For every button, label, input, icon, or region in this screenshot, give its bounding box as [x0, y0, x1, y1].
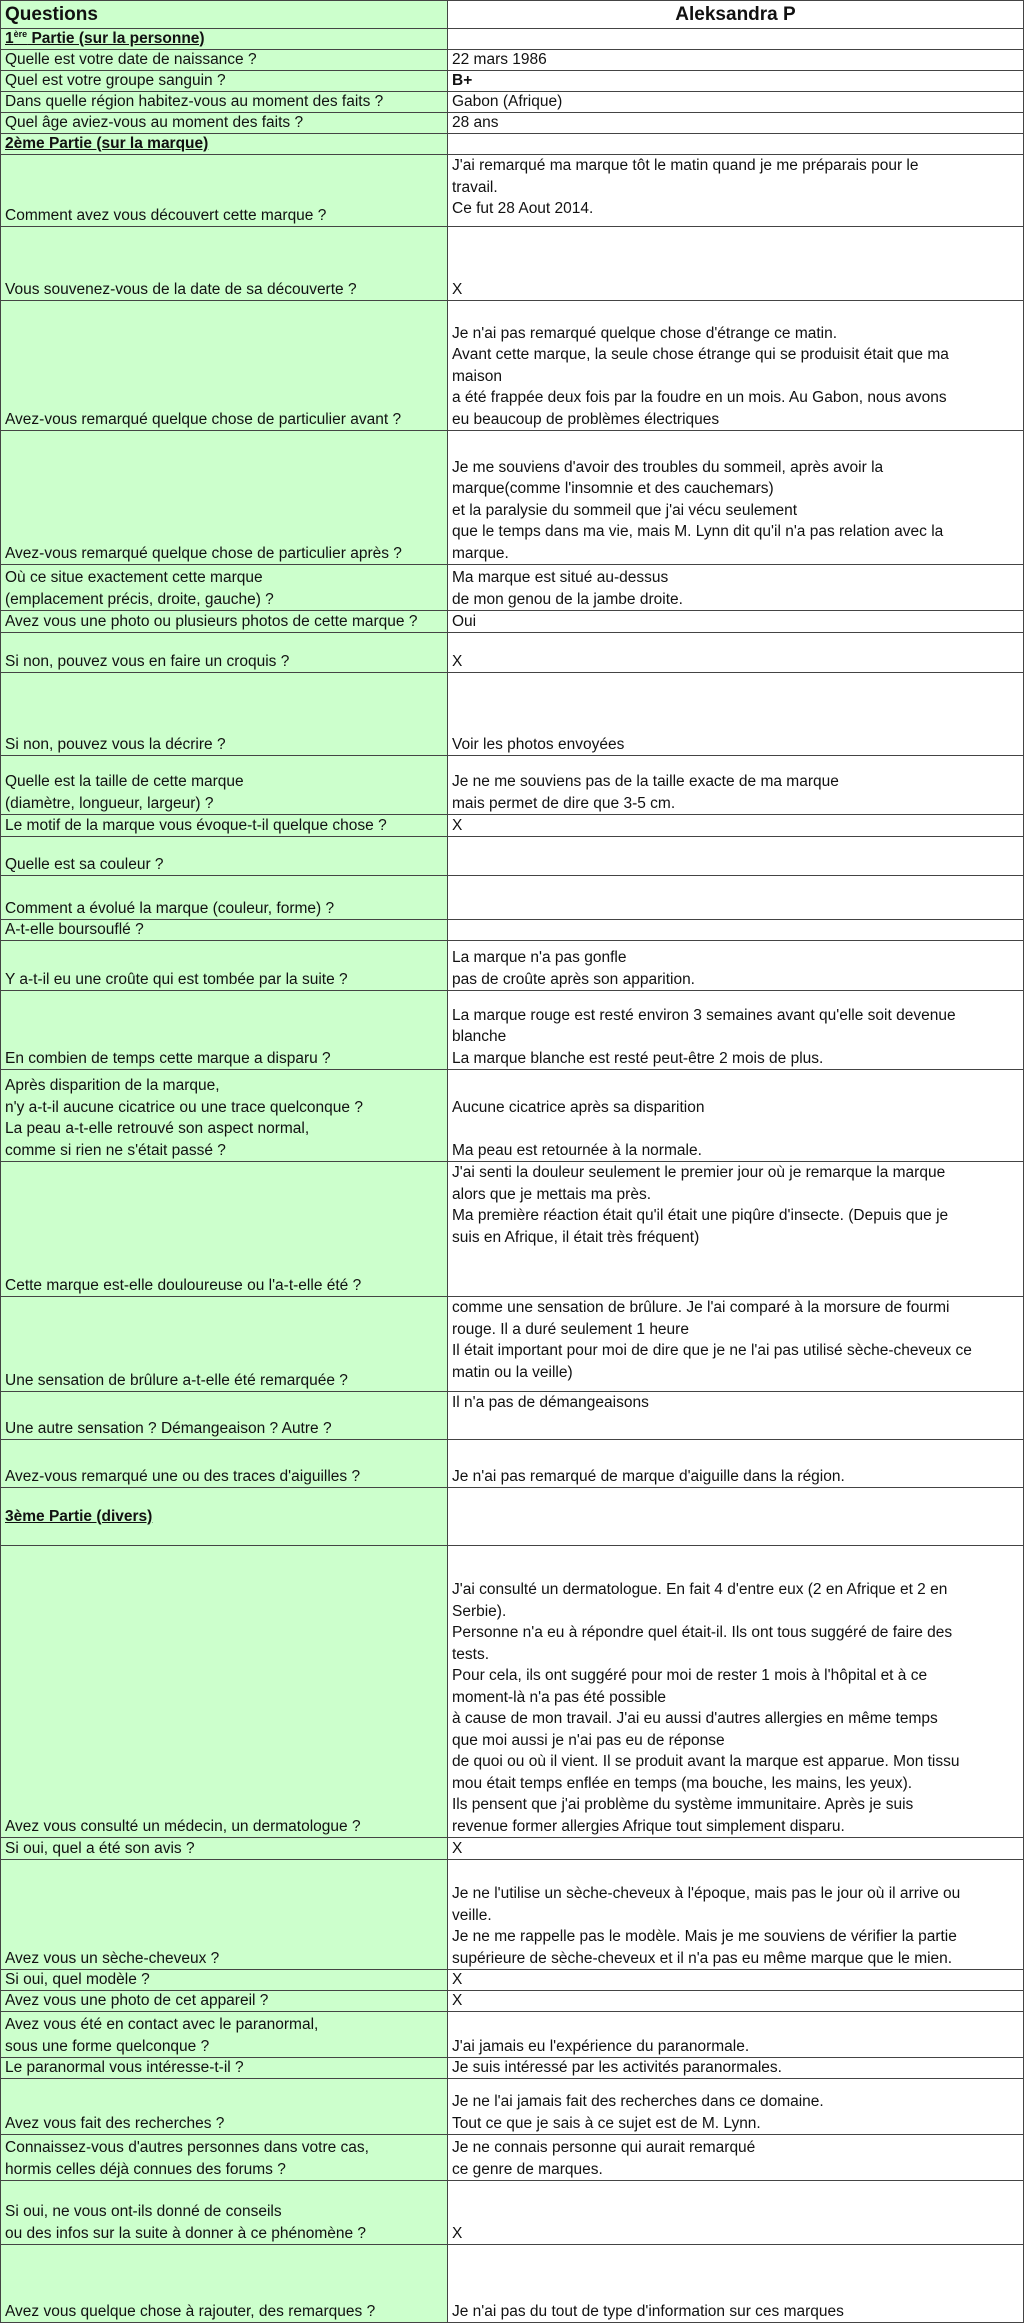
answer-text: 22 mars 1986 [452, 50, 547, 68]
answer-cell [448, 920, 1024, 941]
section-title-cell [0, 29, 448, 50]
table-row [0, 920, 1024, 941]
answer-text: alors que je mettais ma près. [452, 1185, 652, 1203]
answer-text: Je ne l'ai jamais fait des recherches dans ce domaine. [452, 2093, 824, 2110]
answer-text: Je ne connais personne qui aurait remarqué [452, 2139, 756, 2156]
question-cell [0, 941, 448, 991]
question-text: Avez vous une photo de cet appareil ? [5, 1991, 269, 2009]
table-header [0, 0, 1024, 29]
table-row [0, 1070, 1024, 1162]
question-text: Comment a évolué la marque (couleur, forme) ? [5, 899, 335, 917]
answer-text: comme une sensation de brûlure. Je l'ai comparé à la morsure de fourmi [452, 1299, 950, 1316]
question-cell [0, 633, 448, 673]
answer-text: B+ [452, 71, 473, 89]
question-cell [0, 92, 448, 113]
table-row [0, 756, 1024, 815]
answer-cell [448, 673, 1024, 756]
question-text: Avez-vous remarqué quelque chose de particulier après ? [5, 544, 402, 562]
answer-text: Gabon (Afrique) [452, 92, 563, 110]
answer-text: La marque n'a pas gonfle [452, 949, 627, 966]
section-title: 1ère Partie (sur la personne) [5, 29, 205, 47]
question-cell [0, 227, 448, 301]
answer-text: Il n'a pas de démangeaisons [452, 1394, 649, 1411]
table-row [0, 2135, 1024, 2181]
answer-text: J'ai remarqué ma marque tôt le matin quand je me préparais pour le [452, 157, 919, 174]
answer-text: marque. [452, 544, 509, 562]
section-header-row [0, 1488, 1024, 1546]
answer-cell [448, 2245, 1024, 2323]
answer-text: X [452, 280, 463, 298]
answer-text: a été frappée deux fois par la foudre en un mois. Au Gabon, nous avons [452, 389, 947, 406]
table-row [0, 673, 1024, 756]
question-text: comme si rien ne s'était passé ? [5, 1141, 226, 1159]
answer-text: Oui [452, 612, 477, 630]
answer-cell [448, 1162, 1024, 1297]
answer-text: que le temps dans ma vie, mais M. Lynn dit qu'il n'a pas relation avec la [452, 523, 944, 540]
table-row [0, 565, 1024, 611]
question-text: Avez vous quelque chose à rajouter, des remarques ? [5, 2302, 376, 2320]
question-cell [0, 565, 448, 611]
answer-text: matin ou la veille) [452, 1363, 573, 1381]
question-text: Cette marque est-elle douloureuse ou l'a-t-elle été ? [5, 1276, 362, 1294]
question-text: Avez-vous remarqué une ou des traces d'aiguilles ? [5, 1467, 361, 1485]
table-row [0, 92, 1024, 113]
table-row [0, 633, 1024, 673]
answer-text: Je me souviens d'avoir des troubles du sommeil, après avoir la [452, 458, 884, 476]
answer-cell [448, 431, 1024, 565]
question-cell [0, 2245, 448, 2323]
question-text: Si non, pouvez vous la décrire ? [5, 735, 226, 753]
table-row [0, 611, 1024, 633]
question-text: Avez-vous remarqué quelque chose de particulier avant ? [5, 410, 402, 428]
question-text: Dans quelle région habitez-vous au moment des faits ? [5, 92, 384, 110]
table-row [0, 941, 1024, 991]
table-row [0, 1440, 1024, 1488]
answer-cell [448, 876, 1024, 920]
answer-cell [448, 633, 1024, 673]
question-cell [0, 1970, 448, 1991]
question-text: La peau a-t-elle retrouvé son aspect normal, [5, 1120, 310, 1137]
question-text: Y a-t-il eu une croûte qui est tombée par la suite ? [5, 970, 348, 988]
table-row [0, 301, 1024, 431]
answer-text: de quoi ou où il vient. Il se produit avant la marque est apparue. Mon tissu [452, 1753, 960, 1770]
answer-text: eu beaucoup de problèmes électriques [452, 410, 720, 428]
answer-text: revenue former allergies Afrique tout simplement disparu. [452, 1817, 845, 1835]
table-row [0, 1838, 1024, 1860]
answer-cell [448, 565, 1024, 611]
question-cell [0, 815, 448, 837]
answer-text: Ma peau est retournée à la normale. [452, 1141, 702, 1159]
question-cell [0, 1440, 448, 1488]
question-cell [0, 2079, 448, 2135]
question-cell [0, 2012, 448, 2058]
question-cell [0, 2058, 448, 2079]
question-text: Quel âge aviez-vous au moment des faits ? [5, 113, 304, 131]
answer-text: de mon genou de la jambe droite. [452, 590, 683, 608]
answer-cell [448, 1970, 1024, 1991]
question-cell [0, 71, 448, 92]
question-cell [0, 113, 448, 134]
answer-text: La marque blanche est resté peut-être 2 mois de plus. [452, 1049, 824, 1067]
answer-cell [448, 941, 1024, 991]
answer-text: Je n'ai pas remarqué de marque d'aiguille dans la région. [452, 1467, 845, 1485]
question-text: Le motif de la marque vous évoque-t-il quelque chose ? [5, 816, 387, 834]
question-text: Quelle est la taille de cette marque [5, 773, 244, 790]
question-text: Une autre sensation ? Démangeaison ? Autre ? [5, 1419, 332, 1437]
answer-cell [448, 71, 1024, 92]
answer-text: veille. [452, 1906, 492, 1924]
question-text: sous une forme quelconque ? [5, 2037, 210, 2055]
question-text: Quel est votre groupe sanguin ? [5, 71, 226, 89]
answer-text: Ils pensent que j'ai problème du système immunitaire. Après je suis [452, 1796, 914, 1813]
answer-text: tests. [452, 1645, 490, 1663]
question-text: Si oui, quel a été son avis ? [5, 1839, 195, 1857]
question-cell [0, 2181, 448, 2245]
answer-text: Il était important pour moi de dire que je ne l'ai pas utilisé sèche-cheveux ce [452, 1342, 972, 1359]
answer-text: moment-là n'a pas été possible [452, 1688, 667, 1706]
table-row [0, 1392, 1024, 1440]
answer-text: à cause de mon travail. J'ai eu aussi d'autres allergies en même temps [452, 1710, 938, 1727]
answer-text: mou était temps enflée en temps (ma bouche, les mains, les yeux). [452, 1774, 913, 1792]
answer-cell [448, 2135, 1024, 2181]
question-cell [0, 155, 448, 227]
answer-text: Je suis intéressé par les activités paranormales. [452, 2058, 782, 2076]
question-text: hormis celles déjà connues des forums ? [5, 2160, 286, 2178]
answer-cell [448, 1860, 1024, 1970]
table-row [0, 1546, 1024, 1838]
question-cell [0, 1860, 448, 1970]
question-text: (diamètre, longueur, largeur) ? [5, 794, 214, 812]
answer-text: J'ai jamais eu l'expérience du paranormale. [452, 2037, 750, 2055]
table-row [0, 1991, 1024, 2012]
answer-text: mais permet de dire que 3-5 cm. [452, 794, 676, 812]
answer-text: Je n'ai pas du tout de type d'information sur ces marques [452, 2302, 844, 2320]
answer-cell [448, 134, 1024, 155]
table-row [0, 837, 1024, 876]
table-row [0, 2079, 1024, 2135]
answer-cell [448, 1488, 1024, 1546]
table-row [0, 876, 1024, 920]
answer-text: X [452, 1991, 463, 2009]
answer-text: Je n'ai pas remarqué quelque chose d'étrange ce matin. [452, 324, 838, 342]
question-text: Avez vous un sèche-cheveux ? [5, 1949, 220, 1967]
answer-text: X [452, 1839, 463, 1857]
question-cell [0, 611, 448, 633]
answer-cell [448, 1838, 1024, 1860]
answer-text: Aucune cicatrice après sa disparition [452, 1098, 705, 1116]
table-row [0, 1162, 1024, 1297]
answer-text: Je ne me souviens pas de la taille exacte de ma marque [452, 773, 839, 790]
question-text: Comment avez vous découvert cette marque ? [5, 206, 327, 224]
answer-text: blanche [452, 1028, 507, 1045]
question-text: Quelle est votre date de naissance ? [5, 50, 257, 68]
question-cell [0, 50, 448, 71]
answer-cell [448, 227, 1024, 301]
answer-text: Ce fut 28 Aout 2014. [452, 200, 594, 217]
answer-text: J'ai senti la douleur seulement le premier jour où je remarque la marque [452, 1164, 946, 1181]
question-text: Avez vous été en contact avec le paranormal, [5, 2016, 319, 2033]
answer-text: Tout ce que je sais à ce sujet est de M. Lynn. [452, 2114, 761, 2132]
table-row [0, 2058, 1024, 2079]
answer-cell [448, 1392, 1024, 1440]
answer-text: Pour cela, ils ont suggéré pour moi de rester 1 mois à l'hôpital et à ce [452, 1667, 928, 1684]
table-row [0, 2181, 1024, 2245]
question-text: A-t-elle boursouflé ? [5, 920, 144, 938]
answer-text: maison [452, 367, 502, 385]
question-cell [0, 431, 448, 565]
question-cell [0, 1297, 448, 1392]
table-row [0, 155, 1024, 227]
question-text: Après disparition de la marque, [5, 1077, 220, 1094]
answer-text: supérieure de sèche-cheveux et il n'a pas eu même marque que le mien. [452, 1949, 953, 1967]
answer-cell [448, 29, 1024, 50]
answer-cell [448, 1991, 1024, 2012]
table-row [0, 2245, 1024, 2323]
section-title-cell [0, 1488, 448, 1546]
table-row [0, 815, 1024, 837]
answer-cell [448, 1440, 1024, 1488]
answer-text: X [452, 652, 463, 670]
answer-cell [448, 1070, 1024, 1162]
answer-text: rouge. Il a duré seulement 1 heure [452, 1320, 689, 1338]
question-text: Avez vous une photo ou plusieurs photos de cette marque ? [5, 612, 418, 630]
question-cell [0, 2135, 448, 2181]
question-text: Le paranormal vous intéresse-t-il ? [5, 2058, 244, 2076]
question-text: Vous souvenez-vous de la date de sa découverte ? [5, 280, 357, 298]
question-cell [0, 1070, 448, 1162]
table-row [0, 113, 1024, 134]
question-text: En combien de temps cette marque a disparu ? [5, 1049, 331, 1067]
answer-cell [448, 2181, 1024, 2245]
answer-cell [448, 991, 1024, 1070]
answer-text: La marque rouge est resté environ 3 semaines avant qu'elle soit devenue [452, 1006, 956, 1024]
answer-text: ce genre de marques. [452, 2160, 603, 2178]
table-row [0, 71, 1024, 92]
question-text: Avez vous consulté un médecin, un dermatologue ? [5, 1817, 361, 1835]
question-cell [0, 991, 448, 1070]
section-title: 2ème Partie (sur la marque) [5, 134, 209, 152]
table-row [0, 2012, 1024, 2058]
header-respondent-name: Aleksandra P [448, 0, 1024, 29]
question-text: Connaissez-vous d'autres personnes dans votre cas, [5, 2139, 369, 2156]
table-row [0, 227, 1024, 301]
answer-text: pas de croûte après son apparition. [452, 970, 695, 988]
answer-text: J'ai consulté un dermatologue. En fait 4 d'entre eux (2 en Afrique et 2 en [452, 1581, 948, 1598]
question-text: n'y a-t-il aucune cicatrice ou une trace quelconque ? [5, 1098, 363, 1116]
question-cell [0, 920, 448, 941]
question-cell [0, 1392, 448, 1440]
table-row [0, 991, 1024, 1070]
question-text: Si oui, quel modèle ? [5, 1970, 150, 1988]
table-row [0, 1970, 1024, 1991]
answer-cell [448, 2012, 1024, 2058]
answer-text: Je ne l'utilise un sèche-cheveux à l'époque, mais pas le jour où il arrive ou [452, 1885, 961, 1902]
answer-text: X [452, 816, 463, 834]
answer-cell [448, 2058, 1024, 2079]
question-cell [0, 1991, 448, 2012]
question-cell [0, 837, 448, 876]
answer-text [452, 1118, 1019, 1140]
question-cell [0, 673, 448, 756]
section-title: 3ème Partie (divers) [5, 1507, 153, 1525]
answer-text: travail. [452, 178, 498, 196]
question-text: Quelle est sa couleur ? [5, 855, 164, 873]
answer-text: que moi aussi je n'ai pas eu de réponse [452, 1731, 725, 1749]
answer-cell [448, 837, 1024, 876]
question-cell [0, 1838, 448, 1860]
answer-cell [448, 301, 1024, 431]
answer-cell [448, 155, 1024, 227]
table-row [0, 1297, 1024, 1392]
answer-text: Voir les photos envoyées [452, 735, 625, 753]
answer-text: suis en Afrique, il était très fréquent) [452, 1228, 700, 1246]
answer-cell [448, 756, 1024, 815]
answer-cell [448, 92, 1024, 113]
answer-text: Je ne me rappelle pas le modèle. Mais je me souviens de vérifier la partie [452, 1928, 957, 1945]
answer-text: et la paralysie du sommeil que j'ai vécu seulement [452, 501, 797, 519]
question-cell [0, 876, 448, 920]
answer-text: Avant cette marque, la seule chose étrange qui se produisit était que ma [452, 346, 949, 363]
table-row [0, 50, 1024, 71]
question-text: Avez vous fait des recherches ? [5, 2114, 225, 2132]
section-header-row [0, 134, 1024, 155]
question-text: Où ce situe exactement cette marque [5, 569, 263, 586]
answer-cell [448, 815, 1024, 837]
question-text: Une sensation de brûlure a-t-elle été remarquée ? [5, 1371, 348, 1389]
answer-cell [448, 1297, 1024, 1392]
question-text: ou des infos sur la suite à donner à ce phénomène ? [5, 2224, 367, 2242]
answer-text: Ma première réaction était qu'il était une piqûre d'insecte. (Depuis que je [452, 1207, 949, 1224]
question-text: Si oui, ne vous ont-ils donné de conseils [5, 2203, 282, 2220]
question-cell [0, 1162, 448, 1297]
header-questions: Questions [0, 0, 448, 29]
answer-cell [448, 50, 1024, 71]
question-cell [0, 1546, 448, 1838]
answer-text: 28 ans [452, 113, 499, 131]
question-cell [0, 756, 448, 815]
question-text: (emplacement précis, droite, gauche) ? [5, 590, 274, 608]
answer-text: Serbie). [452, 1602, 507, 1620]
answer-text: X [452, 2224, 463, 2242]
answer-text: Personne n'a eu à répondre quel était-il. Ils ont tous suggéré de faire des [452, 1624, 953, 1641]
answer-text: Ma marque est situé au-dessus [452, 569, 669, 586]
answer-cell [448, 2079, 1024, 2135]
answer-text: X [452, 1970, 463, 1988]
table-row [0, 431, 1024, 565]
question-text: Si non, pouvez vous en faire un croquis ? [5, 652, 290, 670]
answer-text: marque(comme l'insomnie et des cauchemars) [452, 480, 774, 497]
section-header-row [0, 29, 1024, 50]
table-row [0, 1860, 1024, 1970]
answer-cell [448, 1546, 1024, 1838]
question-cell [0, 301, 448, 431]
answer-cell [448, 611, 1024, 633]
section-title-cell [0, 134, 448, 155]
answer-cell [448, 113, 1024, 134]
